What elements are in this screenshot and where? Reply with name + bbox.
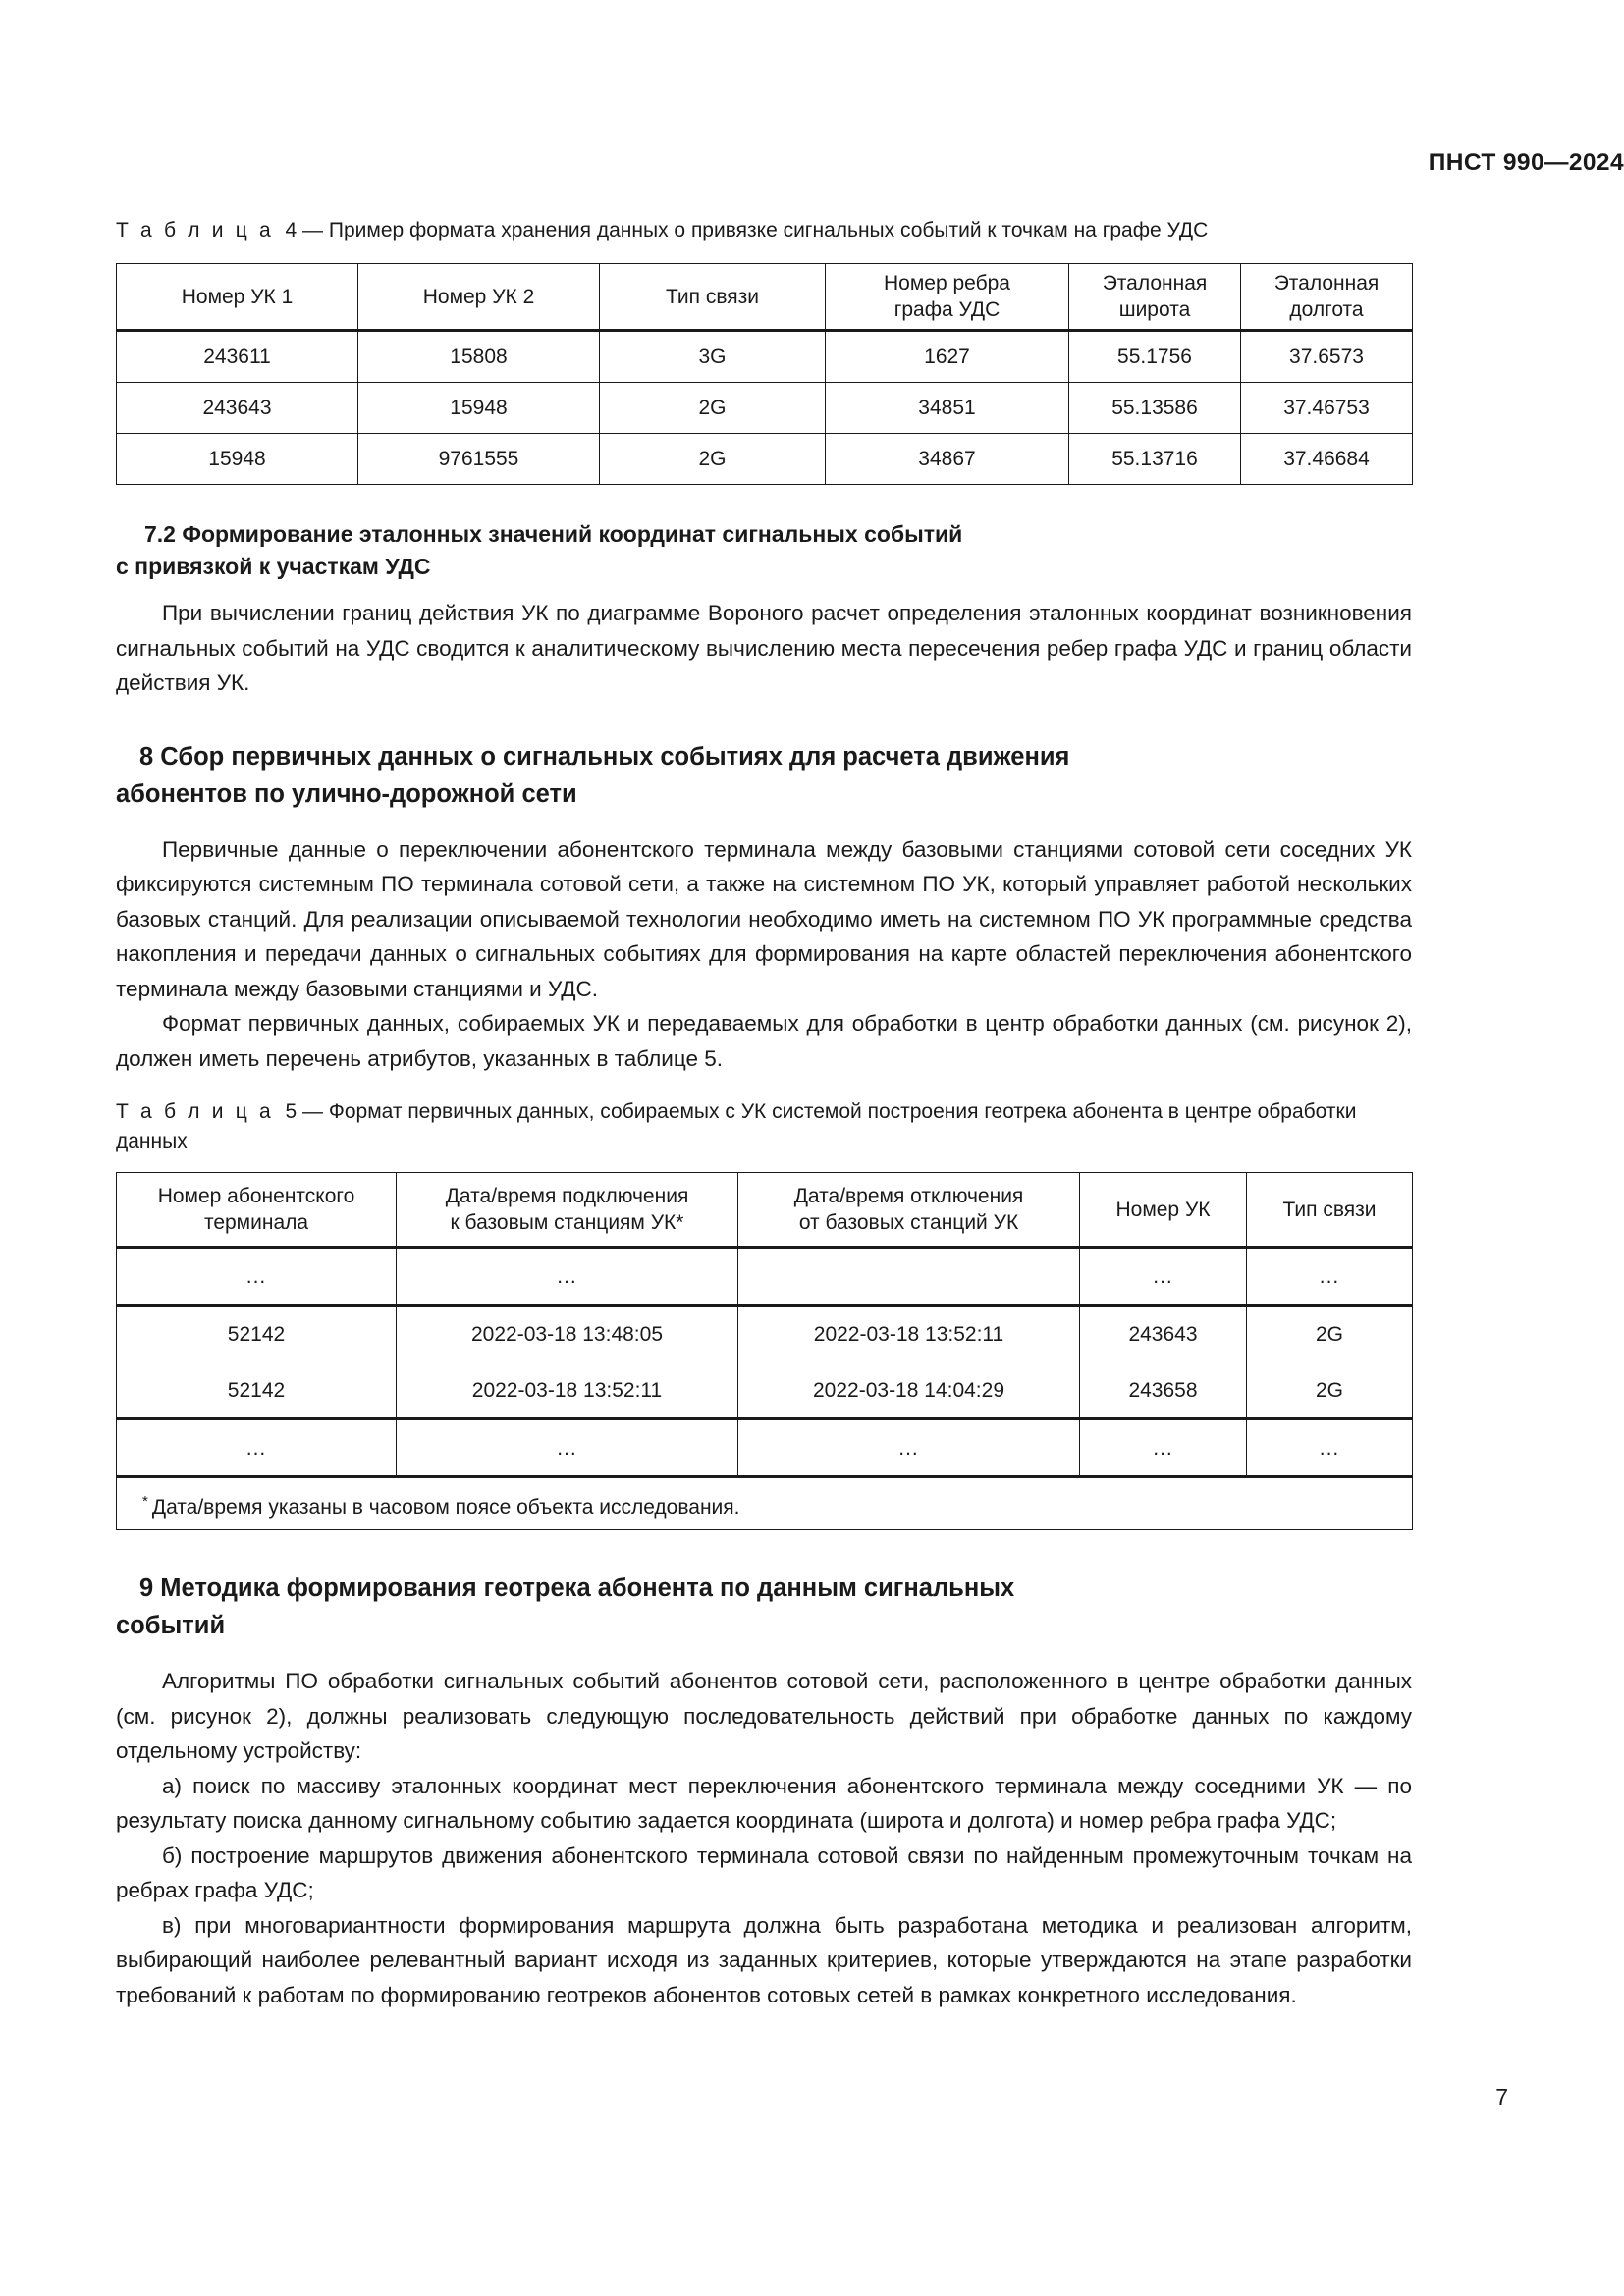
table5-col-link-type — [1247, 1173, 1413, 1248]
table4-col-link-type-l1: Тип связи — [666, 285, 759, 308]
table-row — [117, 1362, 1413, 1419]
table5-col-subscriber-terminal-l2: терминала — [203, 1211, 309, 1234]
table5-header-row — [117, 1173, 1413, 1248]
section-9-heading-l1: 9 Методика формирования геотрека абонента по данным сигнальных — [139, 1575, 1015, 1602]
table4-col-uk2-l1: Номер УК 2 — [422, 285, 535, 308]
table5-cell: 2022-03-18 14:04:29 — [738, 1362, 1080, 1419]
table-row — [117, 1306, 1413, 1362]
running-head: ПНСТ 990—2024 — [1428, 149, 1624, 176]
table5-col-disconnect-time-l2: от базовых станций УК — [798, 1211, 1019, 1234]
table4-cell: 37.46753 — [1241, 383, 1413, 434]
table4-col-longitude — [1241, 264, 1413, 331]
table5-cell: 52142 — [117, 1306, 397, 1362]
table5-caption-text: — Формат первичных данных, собираемых с УК системой построения геотрека абонента в центре обработки данных — [116, 1100, 1357, 1152]
table5-cell: 2022-03-18 13:48:05 — [397, 1306, 738, 1362]
table4-caption-number: 4 — [285, 219, 298, 241]
table4-cell: 37.46684 — [1241, 434, 1413, 485]
table4-cell: 15948 — [358, 383, 600, 434]
table5-cell: ... — [738, 1419, 1080, 1477]
table4-cell: 2G — [600, 434, 826, 485]
table5-cell — [738, 1248, 1080, 1306]
table5-cell: ... — [117, 1248, 397, 1306]
table4-col-latitude-l1: Эталонная — [1102, 272, 1208, 294]
table4-caption-text: — Пример формата хранения данных о привязке сигнальных событий к точкам на графе УДС — [302, 219, 1209, 241]
section-9-heading — [116, 1570, 1412, 1644]
table4-cell: 15808 — [358, 331, 600, 383]
table4-cell: 2G — [600, 383, 826, 434]
table4-col-edge-number — [826, 264, 1069, 331]
table5-col-disconnect-time-l1: Дата/время отключения — [793, 1185, 1024, 1207]
table-row — [117, 383, 1413, 434]
table5-col-subscriber-terminal — [117, 1173, 397, 1248]
table-row — [117, 1419, 1413, 1477]
table4-cell: 34867 — [826, 434, 1069, 485]
table5-cell: ... — [1247, 1248, 1413, 1306]
table5-footnote-marker: * — [142, 1492, 148, 1510]
table5-col-link-type-l1: Тип связи — [1282, 1198, 1377, 1221]
table4-cell: 1627 — [826, 331, 1069, 383]
table5-col-uk-number — [1080, 1173, 1247, 1248]
table5-cell: 2022-03-18 13:52:11 — [738, 1306, 1080, 1362]
section-8-paragraph-1: Первичные данные о переключении абонентского терминала между базовыми станциями сотовой сети соседних УК фиксируются системным ПО терминала сотовой сети, а также на системном ПО УК, который управляет работой нескольких базовых станций. Для реализации описываемой технологии необходимо иметь на системном ПО УК программные средства накопления и передачи данных о сигнальных событиях для формирования на карте областей переключения абонентского терминала между базовыми станциями и УДС. — [116, 836, 1412, 1001]
table5-col-disconnect-time — [738, 1173, 1080, 1248]
section-7-2-paragraph: При вычислении границ действия УК по диаграмме Вороного расчет определения эталонных координат возникновения сигнальных событий на УДС сводится к аналитическому вычислению места пересечения ребер графа УДС и границ области действия УК. — [116, 601, 1412, 695]
table4-cell: 243611 — [117, 331, 358, 383]
table5-cell: ... — [1080, 1248, 1247, 1306]
table5-cell: ... — [1080, 1419, 1247, 1477]
table4-cell: 34851 — [826, 383, 1069, 434]
table4-cell: 3G — [600, 331, 826, 383]
page-content — [116, 0, 1412, 2012]
table4-cell: 9761555 — [358, 434, 600, 485]
table4-col-longitude-l2: долгота — [1289, 298, 1364, 321]
table4-cell: 15948 — [117, 434, 358, 485]
section-8-heading — [116, 738, 1412, 813]
section-8-heading-l2: абонентов по улично-дорожной сети — [116, 779, 577, 808]
table5-caption-label: Т а б л и ц а — [116, 1100, 274, 1123]
section-7-2-heading-l1: 7.2 Формирование эталонных значений координат сигнальных событий — [144, 521, 963, 547]
table4-col-edge-number-l2: графа УДС — [893, 298, 1001, 321]
table-row — [117, 434, 1413, 485]
table5-caption — [116, 1097, 1412, 1156]
table5-cell: ... — [397, 1248, 738, 1306]
table4-col-uk2 — [358, 264, 600, 331]
table4-col-uk1-l1: Номер УК 1 — [181, 285, 294, 308]
table5-cell: ... — [117, 1419, 397, 1477]
table5-cell: 2022-03-18 13:52:11 — [397, 1362, 738, 1419]
table5-footnote-text: Дата/время указаны в часовом поясе объекта исследования. — [151, 1495, 740, 1519]
table4-header-row — [117, 264, 1413, 331]
page-number: 7 — [1495, 2084, 1508, 2109]
table5-caption-number: 5 — [285, 1100, 298, 1123]
table4-cell: 243643 — [117, 383, 358, 434]
table4-col-uk1 — [117, 264, 358, 331]
table5-cell: ... — [397, 1419, 738, 1477]
section-9-item-v: в) при многовариантности формирования маршрута должна быть разработана методика и реализован алгоритм, выбирающий наиболее релевантный вариант исходя из заданных критериев, которые утверждаются на этапе разработки требований к работам по формированию геотреков абонентов сотовых сетей в рамках конкретного исследования. — [116, 1912, 1412, 2007]
table5-footnote-row — [117, 1477, 1413, 1530]
table5-col-uk-number-l1: Номер УК — [1115, 1198, 1211, 1221]
section-9-paragraph-1: Алгоритмы ПО обработки сигнальных событий абонентов сотовой сети, расположенного в центре обработки данных (см. рисунок 2), должны реализовать следующую последовательность действий при обработке данных по каждому отдельному устройству: — [116, 1669, 1412, 1763]
table-row — [117, 1248, 1413, 1306]
section-9-item-a: а) поиск по массиву эталонных координат мест переключения абонентского терминала между соседними УК — по результату поиска данному сигнальному событию задается координата (широта и долгота) и номер ребра графа УДС; — [116, 1773, 1412, 1833]
table5-cell: 2G — [1247, 1306, 1413, 1362]
table5-cell: 243643 — [1080, 1306, 1247, 1362]
table5-col-connect-time-l2: к базовым станциям УК* — [450, 1211, 684, 1234]
table4-caption-label: Т а б л и ц а — [116, 219, 274, 241]
section-7-2-heading — [116, 518, 1412, 583]
table4 — [116, 263, 1413, 485]
table5-cell: 2G — [1247, 1362, 1413, 1419]
table4-col-latitude-l2: широта — [1118, 298, 1191, 321]
table4-cell: 55.1756 — [1069, 331, 1241, 383]
section-8-paragraph-2: Формат первичных данных, собираемых УК и передаваемых для обработки в центр обработки данных (см. рисунок 2), должен иметь перечень атрибутов, указанных в таблице 5. — [116, 1011, 1412, 1071]
table5-cell: ... — [1247, 1419, 1413, 1477]
table5-cell: 52142 — [117, 1362, 397, 1419]
section-8-heading-l1: 8 Сбор первичных данных о сигнальных событиях для расчета движения — [139, 742, 1070, 771]
table4-cell: 55.13716 — [1069, 434, 1241, 485]
section-9-heading-l2: событий — [116, 1612, 226, 1639]
table-row — [117, 331, 1413, 383]
table5-col-connect-time — [397, 1173, 738, 1248]
table4-col-longitude-l1: Эталонная — [1273, 272, 1380, 294]
table5-col-connect-time-l1: Дата/время подключения — [445, 1185, 689, 1207]
table4-col-edge-number-l1: Номер ребра — [884, 272, 1010, 294]
section-9-item-b: б) построение маршрутов движения абонентского терминала сотовой связи по найденным промежуточным точкам на ребрах графа УДС; — [116, 1842, 1412, 1902]
section-7-2-heading-l2: с привязкой к участкам УДС — [116, 554, 431, 579]
table4-col-latitude — [1069, 264, 1241, 331]
table4-cell: 55.13586 — [1069, 383, 1241, 434]
table5 — [116, 1172, 1413, 1530]
table5-cell: 243658 — [1080, 1362, 1247, 1419]
table4-caption — [116, 216, 1412, 245]
table5-col-subscriber-terminal-l1: Номер абонентского — [157, 1185, 355, 1207]
table5-footnote — [117, 1477, 1413, 1530]
table4-col-link-type — [600, 264, 826, 331]
table4-cell: 37.6573 — [1241, 331, 1413, 383]
